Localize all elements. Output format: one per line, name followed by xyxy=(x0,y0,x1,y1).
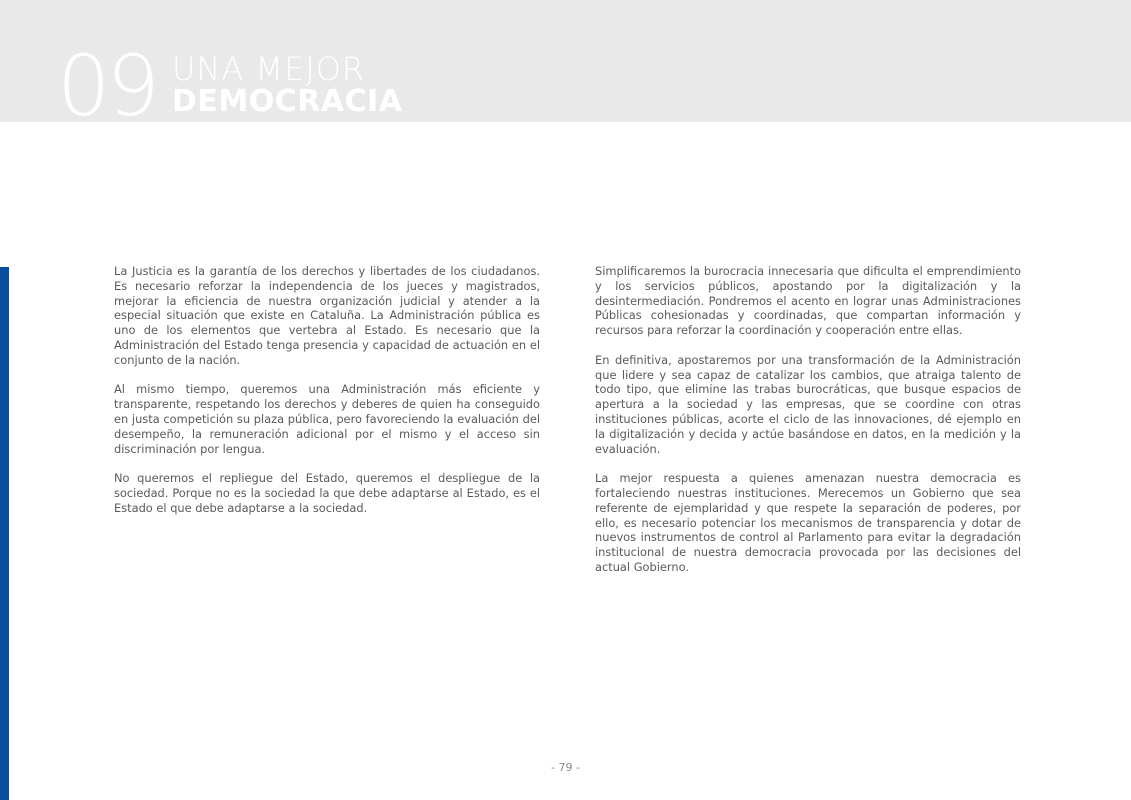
paragraph: Simplificaremos la burocracia innecesaria que dificulta el emprendimiento y los servicios públicos, apostando por la digitalización y la desintermediación. Pondremos el acento en lograr unas Administraciones Públicas cohesionadas y coordinadas, que compartan información y recursos para reforzar la coordinación y cooperación entre ellas. xyxy=(595,264,1021,338)
chapter-header xyxy=(0,0,1131,135)
right-text-column xyxy=(595,264,1021,590)
chapter-title-line1: UNA MEJOR xyxy=(172,50,366,88)
paragraph: Al mismo tiempo, queremos una Administración más eficiente y transparente, respetando los derechos y deberes de quien ha conseguido en justa competición su plaza pública, pero favoreciendo la evaluación del desempeño, la remuneración adicional por el mismo y el acceso sin discriminación por lengua. xyxy=(114,382,540,456)
accent-side-bar xyxy=(0,267,9,800)
paragraph: En definitiva, apostaremos por una transformación de la Administración que lidere y sea capaz de catalizar los cambios, que atraiga talento de todo tipo, que elimine las trabas burocráticas, que busque espacios de apertura a la sociedad y las empresas, que se coordine con otras instituciones públicas, acorte el ciclo de las innovaciones, dé ejemplo en la digitalización y decida y actúe basándose en datos, en la medición y la evaluación. xyxy=(595,352,1021,456)
chapter-title xyxy=(172,52,402,118)
page-number: - 79 - xyxy=(551,761,580,774)
paragraph: No queremos el repliegue del Estado, queremos el despliegue de la sociedad. Porque no es la sociedad la que debe adaptarse al Estado, es el Estado el que debe adaptarse a la sociedad. xyxy=(114,471,540,515)
chapter-number: 09 xyxy=(57,37,156,135)
paragraph: La mejor respuesta a quienes amenazan nuestra democracia es fortaleciendo nuestras instituciones. Merecemos un Gobierno que sea referente de ejemplaridad y que respete la separación de poderes, por ello, es necesario potenciar los mecanismos de transparencia y dotar de nuevos instrumentos de control al Parlamento para evitar la degradación institucional de nuestra democracia provocada por las decisiones del actual Gobierno. xyxy=(595,471,1021,574)
paragraph: La Justicia es la garantía de los derechos y libertades de los ciudadanos. Es necesario reforzar la independencia de los jueces y magistrados, mejorar la eficiencia de nuestra organización judicial y atender a la especial situación que existe en Cataluña. La Administración pública es uno de los elementos que vertebra al Estado. Es necesario que la Administración del Estado tenga presencia y capacidad de actuación en el conjunto de la nación. xyxy=(114,264,540,367)
chapter-title-line2: DEMOCRACIA xyxy=(172,84,403,119)
left-text-column xyxy=(114,264,540,530)
